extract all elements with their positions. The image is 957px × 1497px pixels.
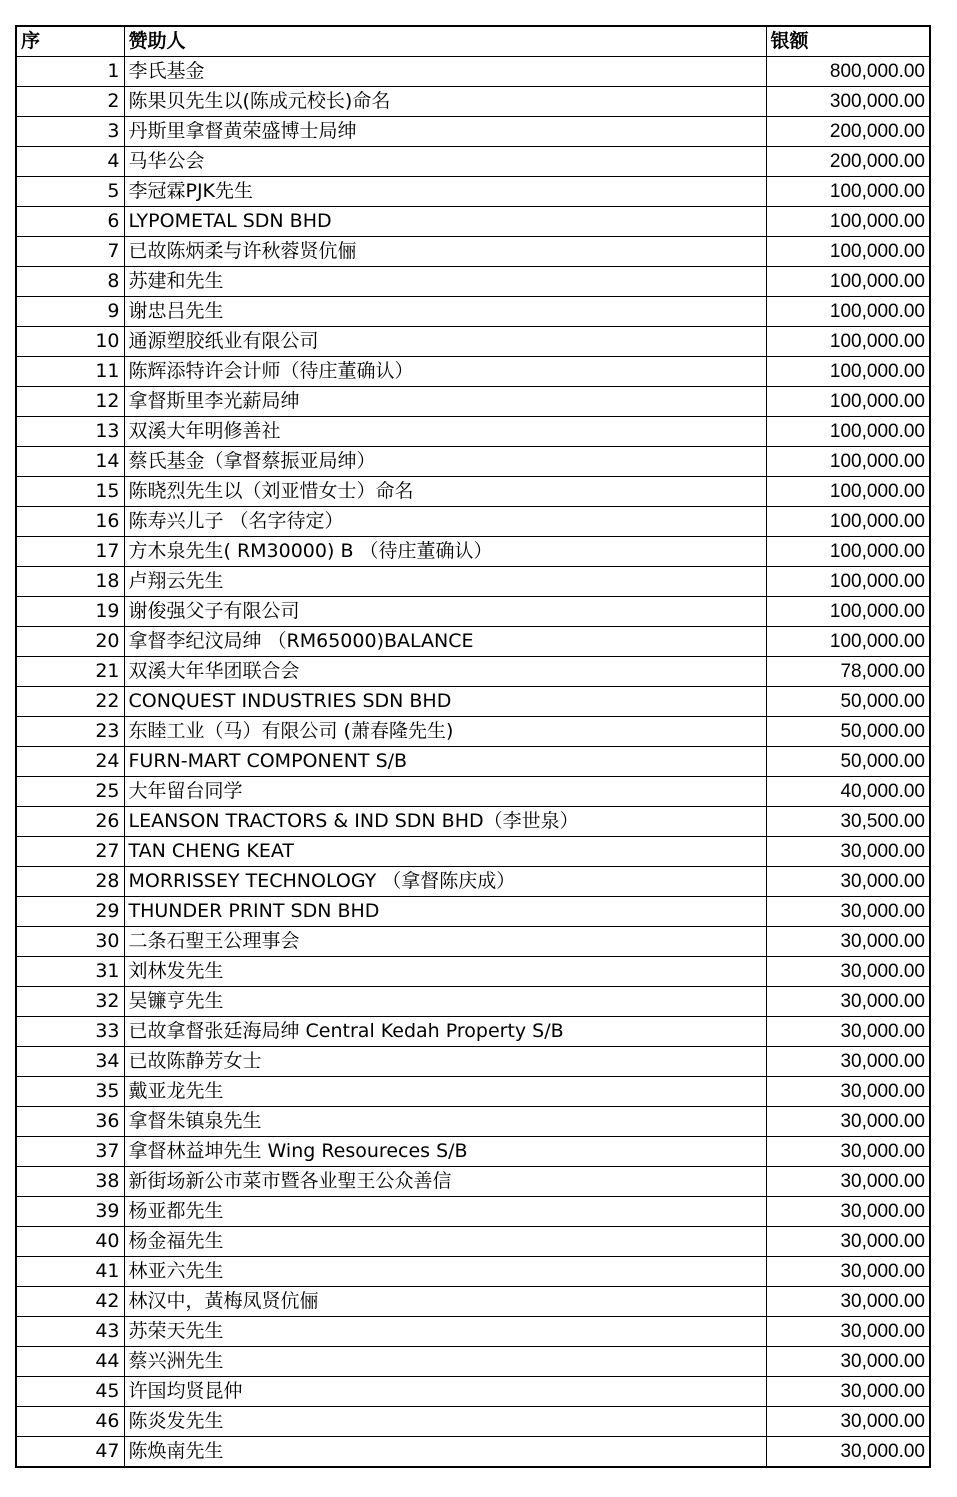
amount: 30,000.00 [766, 1047, 930, 1077]
sponsor-name: LEANSON TRACTORS & IND SDN BHD（李世泉） [124, 807, 766, 837]
sponsor-name: 东睦工业（马）有限公司 (萧春隆先生) [124, 717, 766, 747]
sponsor-name: 已故陈静芳女士 [124, 1047, 766, 1077]
amount: 200,000.00 [766, 147, 930, 177]
amount: 30,000.00 [766, 1197, 930, 1227]
amount: 100,000.00 [766, 447, 930, 477]
sponsor-name: 蔡氏基金（拿督蔡振亚局绅） [124, 447, 766, 477]
row-number: 1 [16, 57, 124, 87]
row-number: 13 [16, 417, 124, 447]
sponsor-name: 陈晓烈先生以（刘亚惜女士）命名 [124, 477, 766, 507]
row-number: 10 [16, 327, 124, 357]
amount: 100,000.00 [766, 507, 930, 537]
amount: 100,000.00 [766, 297, 930, 327]
sponsor-name: 李冠霖PJK先生 [124, 177, 766, 207]
table-row [16, 417, 930, 447]
sponsor-name: 蔡兴洲先生 [124, 1347, 766, 1377]
table-row [16, 897, 930, 927]
row-number: 16 [16, 507, 124, 537]
sponsor-name: 杨金福先生 [124, 1227, 766, 1257]
sponsor-name: FURN-MART COMPONENT S/B [124, 747, 766, 777]
amount: 30,000.00 [766, 1227, 930, 1257]
sponsor-name: 杨亚都先生 [124, 1197, 766, 1227]
row-number: 29 [16, 897, 124, 927]
sponsor-name: 谢忠吕先生 [124, 297, 766, 327]
row-number: 47 [16, 1437, 124, 1468]
amount: 30,000.00 [766, 1287, 930, 1317]
amount: 40,000.00 [766, 777, 930, 807]
row-number: 19 [16, 597, 124, 627]
table-row [16, 567, 930, 597]
table-row [16, 807, 930, 837]
amount: 50,000.00 [766, 747, 930, 777]
table-row [16, 1047, 930, 1077]
row-number: 40 [16, 1227, 124, 1257]
sponsor-name: 拿督斯里李光薪局绅 [124, 387, 766, 417]
table-row [16, 1287, 930, 1317]
amount: 100,000.00 [766, 567, 930, 597]
sponsor-name: 许国均贤昆仲 [124, 1377, 766, 1407]
row-number: 18 [16, 567, 124, 597]
row-number: 2 [16, 87, 124, 117]
amount: 100,000.00 [766, 627, 930, 657]
row-number: 22 [16, 687, 124, 717]
table-row [16, 57, 930, 87]
row-number: 39 [16, 1197, 124, 1227]
amount: 100,000.00 [766, 387, 930, 417]
sponsor-table [15, 25, 931, 1468]
amount: 100,000.00 [766, 477, 930, 507]
table-row [16, 147, 930, 177]
amount: 50,000.00 [766, 717, 930, 747]
table-row [16, 297, 930, 327]
amount: 30,000.00 [766, 1017, 930, 1047]
amount: 50,000.00 [766, 687, 930, 717]
sponsor-name: 丹斯里拿督黄荣盛博士局绅 [124, 117, 766, 147]
row-number: 31 [16, 957, 124, 987]
sponsor-name: 陈寿兴儿子 （名字待定） [124, 507, 766, 537]
header-amount: 银额 [766, 26, 930, 57]
sponsor-name: 马华公会 [124, 147, 766, 177]
table-row [16, 1377, 930, 1407]
header-row [16, 26, 930, 57]
sponsor-name: 拿督林益坤先生 Wing Resoureces S/B [124, 1137, 766, 1167]
row-number: 42 [16, 1287, 124, 1317]
sponsor-name: 拿督朱镇泉先生 [124, 1107, 766, 1137]
header-sponsor: 赞助人 [124, 26, 766, 57]
table-row [16, 1437, 930, 1468]
table-row [16, 1407, 930, 1437]
row-number: 26 [16, 807, 124, 837]
row-number: 43 [16, 1317, 124, 1347]
row-number: 33 [16, 1017, 124, 1047]
sponsor-name: 林汉中，黃梅凤贤伉俪 [124, 1287, 766, 1317]
table-row [16, 687, 930, 717]
sponsor-name: LYPOMETAL SDN BHD [124, 207, 766, 237]
table-row [16, 267, 930, 297]
row-number: 41 [16, 1257, 124, 1287]
table-row [16, 87, 930, 117]
table-row [16, 237, 930, 267]
sponsor-name: 苏荣天先生 [124, 1317, 766, 1347]
row-number: 4 [16, 147, 124, 177]
sponsor-name: 林亚六先生 [124, 1257, 766, 1287]
amount: 300,000.00 [766, 87, 930, 117]
row-number: 11 [16, 357, 124, 387]
table-row [16, 627, 930, 657]
amount: 100,000.00 [766, 237, 930, 267]
amount: 30,000.00 [766, 867, 930, 897]
sponsor-name: 大年留台同学 [124, 777, 766, 807]
sponsor-name: 陈炎发先生 [124, 1407, 766, 1437]
amount: 30,000.00 [766, 1167, 930, 1197]
row-number: 8 [16, 267, 124, 297]
row-number: 17 [16, 537, 124, 567]
sponsor-name: 谢俊强父子有限公司 [124, 597, 766, 627]
sponsor-name: 陈焕南先生 [124, 1437, 766, 1468]
table-row [16, 117, 930, 147]
table-row [16, 717, 930, 747]
sponsor-name: 二条石聖王公理事会 [124, 927, 766, 957]
amount: 30,000.00 [766, 1407, 930, 1437]
row-number: 9 [16, 297, 124, 327]
table-row [16, 1197, 930, 1227]
amount: 30,000.00 [766, 987, 930, 1017]
amount: 100,000.00 [766, 357, 930, 387]
sponsor-name: CONQUEST INDUSTRIES SDN BHD [124, 687, 766, 717]
sponsor-name: THUNDER PRINT SDN BHD [124, 897, 766, 927]
amount: 30,000.00 [766, 957, 930, 987]
table-row [16, 1137, 930, 1167]
row-number: 30 [16, 927, 124, 957]
amount: 100,000.00 [766, 537, 930, 567]
row-number: 28 [16, 867, 124, 897]
amount: 30,000.00 [766, 1347, 930, 1377]
table-row [16, 1257, 930, 1287]
row-number: 21 [16, 657, 124, 687]
table-row [16, 507, 930, 537]
sponsor-name: 苏建和先生 [124, 267, 766, 297]
table-row [16, 1347, 930, 1377]
table-row [16, 1227, 930, 1257]
amount: 100,000.00 [766, 267, 930, 297]
table-row [16, 177, 930, 207]
table-row [16, 747, 930, 777]
amount: 30,000.00 [766, 837, 930, 867]
table-row [16, 837, 930, 867]
table-row [16, 1077, 930, 1107]
sponsor-name: TAN CHENG KEAT [124, 837, 766, 867]
row-number: 46 [16, 1407, 124, 1437]
sponsor-name: 拿督李纪汶局绅 （RM65000)BALANCE [124, 627, 766, 657]
amount: 200,000.00 [766, 117, 930, 147]
table-row [16, 387, 930, 417]
table-row [16, 987, 930, 1017]
table-row [16, 327, 930, 357]
header-no: 序 [16, 26, 124, 57]
sponsor-name: 卢翔云先生 [124, 567, 766, 597]
sponsor-name: 已故陈炳柔与许秋蓉贤伉俪 [124, 237, 766, 267]
row-number: 14 [16, 447, 124, 477]
sponsor-name: 通源塑胶纸业有限公司 [124, 327, 766, 357]
table-row [16, 927, 930, 957]
table-row [16, 477, 930, 507]
sponsor-name: 已故拿督张廷海局绅 Central Kedah Property S/B [124, 1017, 766, 1047]
sponsor-name: 戴亚龙先生 [124, 1077, 766, 1107]
amount: 100,000.00 [766, 177, 930, 207]
amount: 78,000.00 [766, 657, 930, 687]
sponsor-name: 陈果贝先生以(陈成元校长)命名 [124, 87, 766, 117]
sponsor-name: 刘林发先生 [124, 957, 766, 987]
row-number: 5 [16, 177, 124, 207]
table-row [16, 207, 930, 237]
table-row [16, 777, 930, 807]
row-number: 34 [16, 1047, 124, 1077]
table-row [16, 1107, 930, 1137]
amount: 100,000.00 [766, 207, 930, 237]
sponsor-name: 双溪大年明修善社 [124, 417, 766, 447]
sponsor-name: MORRISSEY TECHNOLOGY （拿督陈庆成） [124, 867, 766, 897]
row-number: 37 [16, 1137, 124, 1167]
amount: 30,000.00 [766, 1107, 930, 1137]
table-row [16, 1317, 930, 1347]
table-row [16, 657, 930, 687]
row-number: 7 [16, 237, 124, 267]
amount: 30,000.00 [766, 1257, 930, 1287]
row-number: 23 [16, 717, 124, 747]
table-row [16, 447, 930, 477]
sponsor-name: 吴镰亨先生 [124, 987, 766, 1017]
amount: 30,000.00 [766, 927, 930, 957]
table-row [16, 1017, 930, 1047]
table-row [16, 357, 930, 387]
amount: 30,000.00 [766, 1317, 930, 1347]
row-number: 44 [16, 1347, 124, 1377]
sponsor-name: 新街场新公市菜市暨各业聖王公众善信 [124, 1167, 766, 1197]
row-number: 3 [16, 117, 124, 147]
sponsor-name: 李氏基金 [124, 57, 766, 87]
row-number: 35 [16, 1077, 124, 1107]
table-row [16, 1167, 930, 1197]
amount: 100,000.00 [766, 597, 930, 627]
row-number: 27 [16, 837, 124, 867]
amount: 800,000.00 [766, 57, 930, 87]
amount: 100,000.00 [766, 417, 930, 447]
table-row [16, 597, 930, 627]
row-number: 36 [16, 1107, 124, 1137]
row-number: 45 [16, 1377, 124, 1407]
row-number: 6 [16, 207, 124, 237]
row-number: 38 [16, 1167, 124, 1197]
sponsor-name: 陈辉添特许会计师（待庄董确认） [124, 357, 766, 387]
row-number: 25 [16, 777, 124, 807]
amount: 30,000.00 [766, 897, 930, 927]
row-number: 20 [16, 627, 124, 657]
amount: 30,000.00 [766, 1137, 930, 1167]
table-row [16, 957, 930, 987]
table-row [16, 537, 930, 567]
row-number: 12 [16, 387, 124, 417]
row-number: 24 [16, 747, 124, 777]
amount: 30,500.00 [766, 807, 930, 837]
row-number: 15 [16, 477, 124, 507]
amount: 30,000.00 [766, 1437, 930, 1468]
sponsor-name: 双溪大年华团联合会 [124, 657, 766, 687]
table-row [16, 867, 930, 897]
amount: 30,000.00 [766, 1077, 930, 1107]
amount: 30,000.00 [766, 1377, 930, 1407]
sponsor-name: 方木泉先生( RM30000) B （待庄董确认） [124, 537, 766, 567]
amount: 100,000.00 [766, 327, 930, 357]
row-number: 32 [16, 987, 124, 1017]
